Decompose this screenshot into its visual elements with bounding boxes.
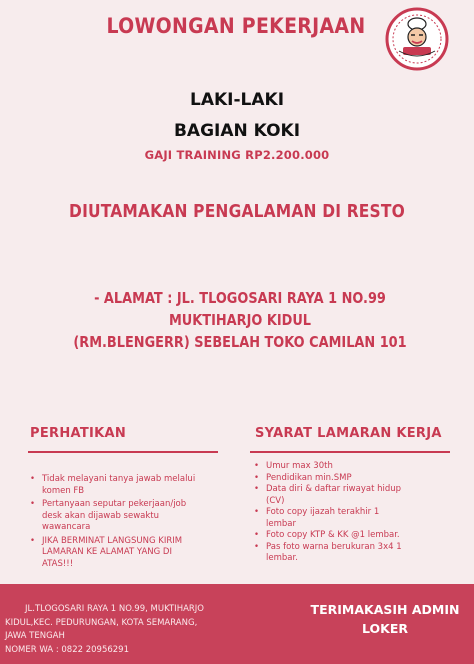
footer-address-line-3: JAWA TENGAH xyxy=(5,631,65,641)
syarat-list xyxy=(252,461,402,565)
perhatikan-divider xyxy=(28,451,218,453)
position-title: BAGIAN KOKI xyxy=(173,121,301,141)
perhatikan-heading: PERHATIKAN xyxy=(30,426,127,441)
footer-thanks-line-1: TERIMAKASIH ADMIN xyxy=(310,602,460,617)
footer-phone: NOMER WA : 0822 20956291 xyxy=(5,644,129,655)
list-item: • Foto copy ijazah terakhir 1 lembar xyxy=(252,507,402,530)
footer-thanks-line-2: LOKER xyxy=(362,621,408,636)
syarat-divider xyxy=(250,451,450,453)
footer-address xyxy=(5,603,210,657)
list-item: • Pertanyaan seputar pekerjaan/job desk akan dijawab sewaktu wawancara xyxy=(28,499,203,534)
list-item: • Data diri & daftar riwayat hidup (CV) xyxy=(252,484,402,507)
perhatikan-list xyxy=(28,474,203,570)
list-item: • Umur max 30th xyxy=(252,461,402,473)
poster-title: LOWONGAN PEKERJAAN xyxy=(106,14,366,38)
footer-address-line-1: JL.TLOGOSARI RAYA 1 NO.99, MUKTIHARJO xyxy=(25,604,204,614)
training-salary: GAJI TRAINING RP2.200.000 xyxy=(144,148,330,162)
list-item: • Pas foto warna berukuran 3x4 1 lembar. xyxy=(252,542,402,565)
address-line-1: - ALAMAT : JL. TLOGOSARI RAYA 1 NO.99 MUKTIHARJO KIDUL xyxy=(94,289,386,329)
syarat-heading: SYARAT LAMARAN KERJA xyxy=(255,426,442,441)
chef-mascot-logo-icon xyxy=(385,7,449,71)
list-item: • JIKA BERMINAT LANGSUNG KIRIM LAMARAN KE ALAMAT YANG DI ATAS!!! xyxy=(28,536,203,571)
list-item: • Pendidikan min.SMP xyxy=(252,473,402,485)
footer-address-line-2: KIDUL,KEC. PEDURUNGAN, KOTA SEMARANG, xyxy=(5,617,198,628)
footer-thanks xyxy=(300,600,470,638)
gender-requirement: LAKI-LAKI xyxy=(189,90,285,110)
address-line-2: (RM.BLENGERR) SEBELAH TOKO CAMILAN 101 xyxy=(73,333,407,351)
list-item: • Tidak melayani tanya jawab melalui komen FB xyxy=(28,474,203,497)
address-block xyxy=(68,287,412,353)
list-item: • Foto copy KTP & KK @1 lembar. xyxy=(252,530,402,542)
experience-preference: DIUTAMAKAN PENGALAMAN DI RESTO xyxy=(69,201,405,222)
